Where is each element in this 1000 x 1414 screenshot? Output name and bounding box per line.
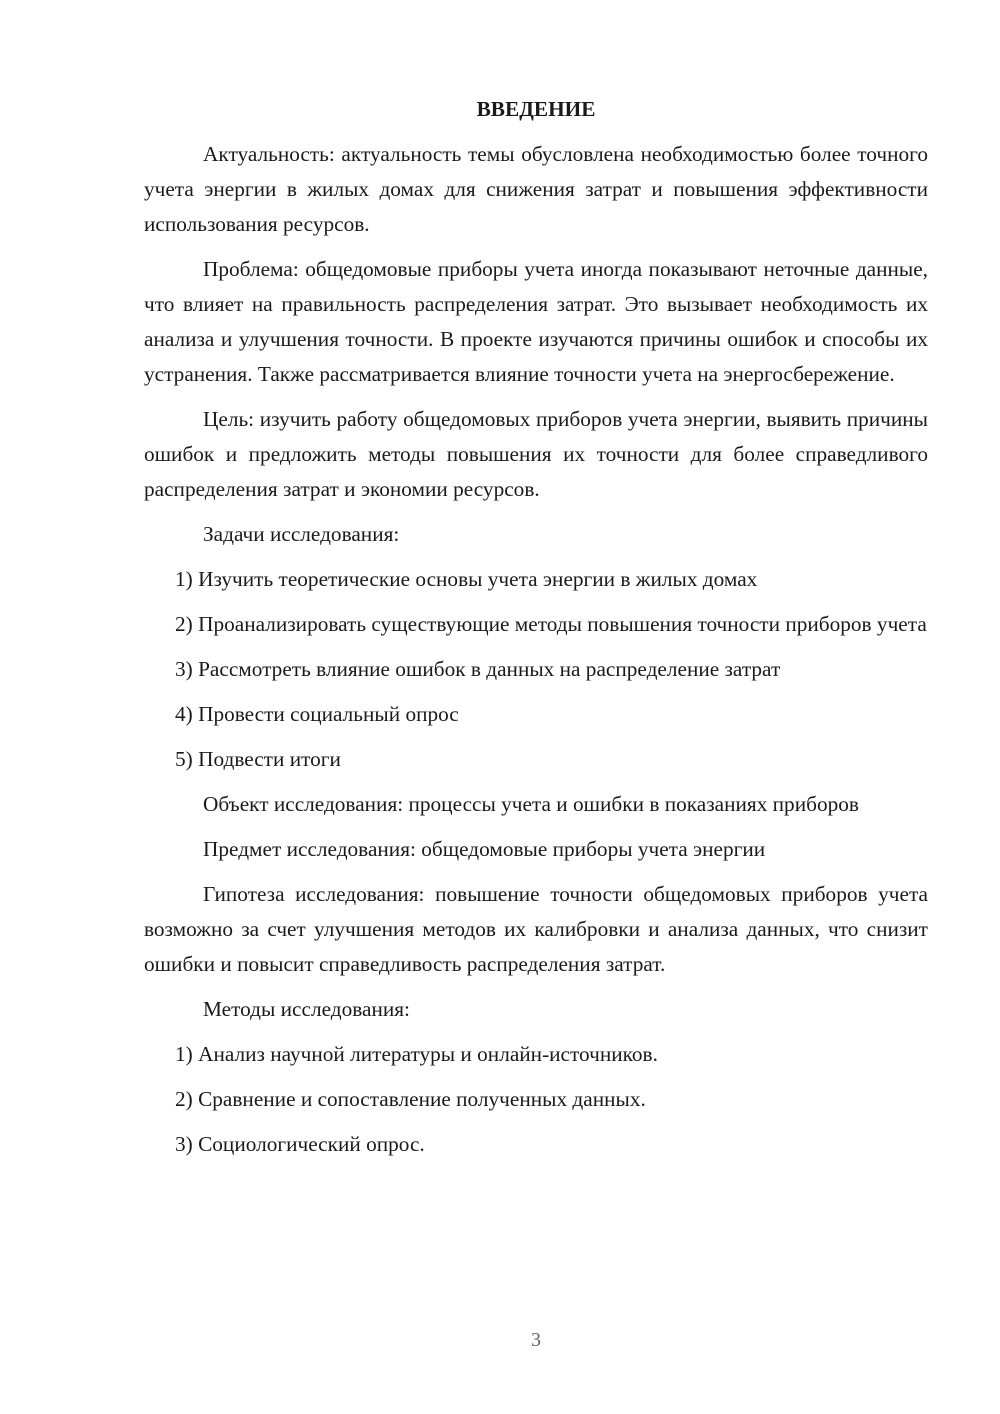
list-item: 5) Подвести итоги (175, 747, 341, 771)
list-item: 2) Проанализировать существующие методы повышения точности приборов учета (175, 612, 927, 636)
page-number: 3 (531, 1329, 541, 1351)
paragraph: Методы исследования: (203, 997, 410, 1021)
paragraph: Задачи исследования: (203, 522, 400, 546)
paragraph: Гипотеза исследования: повышение точности общедомовых приборов учета возможно за счет улучшения методов их калибровки и анализа данных, что снизит ошибки и повысит справедливость распределения затрат. (144, 882, 928, 976)
paragraph: Предмет исследования: общедомовые приборы учета энергии (203, 837, 766, 861)
document-page (144, 92, 928, 1172)
list-item: 3) Социологический опрос. (175, 1132, 425, 1156)
paragraph: Объект исследования: процессы учета и ошибки в показаниях приборов (203, 792, 859, 816)
list-item: 1) Анализ научной литературы и онлайн-источников. (175, 1042, 658, 1066)
list-item: 2) Сравнение и сопоставление полученных данных. (175, 1087, 646, 1111)
list-item: 3) Рассмотреть влияние ошибок в данных на распределение затрат (175, 657, 781, 681)
paragraph: Актуальность: актуальность темы обусловлена необходимостью более точного учета энергии в жилых домах для снижения затрат и повышения эффективности использования ресурсов. (144, 142, 928, 236)
paragraph: Цель: изучить работу общедомовых приборов учета энергии, выявить причины ошибок и предложить методы повышения их точности для более справедливого распределения затрат и экономии ресурсов. (144, 407, 928, 501)
list-item: 4) Провести социальный опрос (175, 702, 459, 726)
list-item: 1) Изучить теоретические основы учета энергии в жилых домах (175, 567, 758, 591)
section-heading: ВВЕДЕНИЕ (476, 97, 596, 121)
paragraph: Проблема: общедомовые приборы учета иногда показывают неточные данные, что влияет на правильность распределения затрат. Это вызывает необходимость их анализа и улучшения точности. В проекте изучаются причины ошибок и способы их устранения. Также рассматривается влияние точности учета на энергосбережение. (144, 257, 928, 386)
document-body (144, 137, 928, 1162)
